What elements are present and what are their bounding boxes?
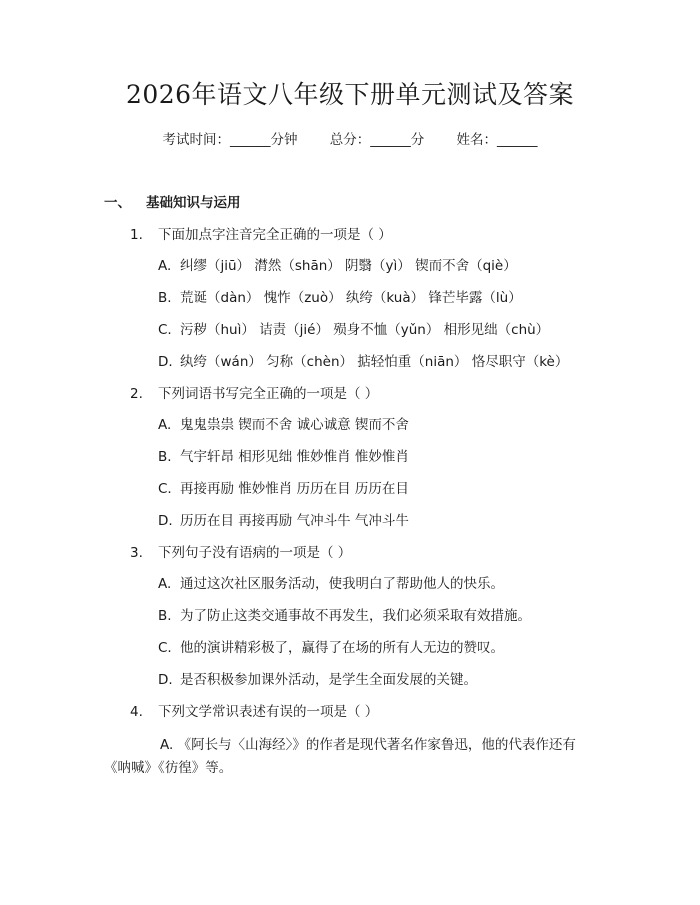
option-2a [158,415,409,435]
question-number: 4. [130,704,143,720]
page-title: 2026年语文八年级下册单元测试及答案 [125,80,575,109]
option-label: D. [158,672,173,688]
option-1c [158,320,549,340]
exam-score: 总分：______分 [329,132,425,148]
question-text: 下列词语书写完全正确的一项是（ ） [158,386,379,402]
exam-time: 考试时间：______分钟 [162,132,298,148]
option-1b [158,288,522,308]
option-text: 气宇轩昂 相形见绌 惟妙惟肖 惟妙惟肖 [180,449,409,465]
option-label: C. [158,322,172,338]
option-text: 他的演讲精彩极了，赢得了在场的所有人无边的赞叹。 [180,640,504,656]
option-1a [158,256,517,276]
exam-meta [0,130,700,150]
option-label: B. [158,608,172,624]
question-1 [130,225,392,245]
option-label: A. [158,576,172,592]
option-label: B. [158,290,172,306]
option-1d [158,352,568,372]
question-text: 下列文学常识表述有误的一项是（ ） [158,704,379,720]
option-4a: A. 《阿长与〈山海经〉》的作者是现代著名作家鲁迅，他的代表作还有《呐喊》《彷徨》等。 [104,737,576,776]
question-number: 1. [130,227,143,243]
option-label: D. [158,354,173,370]
section-heading [104,193,241,213]
option-label: C. [158,481,172,497]
option-label: B. [158,449,172,465]
option-text: 是否积极参加课外活动，是学生全面发展的关键。 [180,672,477,688]
option-text: 再接再励 惟妙惟肖 历历在目 历历在目 [180,481,409,497]
option-text: 纠缪（jiū） 潸然（shān） 阴翳（yì） 锲而不舍（qiè） [180,258,517,274]
section-title: 基础知识与运用 [146,195,241,211]
section-number: 一、 [104,195,131,211]
option-2b [158,447,409,467]
option-2d [158,511,409,531]
option-3c [158,638,504,658]
option-label: C. [158,640,172,656]
question-4 [130,702,378,722]
option-2c [158,479,409,499]
question-2 [130,384,378,404]
option-text: 为了防止这类交通事故不再发生，我们必须采取有效措施。 [180,608,531,624]
student-name: 姓名：______ [456,132,538,148]
option-3a [158,574,504,594]
question-text: 下面加点字注音完全正确的一项是（ ） [158,227,392,243]
option-3b [158,606,531,626]
option-text: 通过这次社区服务活动，使我明白了帮助他人的快乐。 [180,576,504,592]
option-text: 鬼鬼祟祟 锲而不舍 诚心诚意 锲而不舍 [180,417,409,433]
option-label: A. [158,258,172,274]
option-text: 纨绔（wán） 匀称（chèn） 掂轻怕重（niān） 恪尽职守（kè） [180,354,569,370]
option-text: 历历在目 再接再励 气冲斗牛 气冲斗牛 [180,513,409,529]
option-text: 污秽（huì） 诘责（jié） 殒身不恤（yǔn） 相形见绌（chù） [180,322,550,338]
question-number: 3. [130,545,143,561]
option-text: 荒诞（dàn） 愧怍（zuò） 纨绔（kuà） 锋芒毕露（lù） [180,290,522,306]
option-label: D. [158,513,173,529]
option-label: A. [158,417,172,433]
question-3 [130,543,351,563]
question-text: 下列句子没有语病的一项是（ ） [158,545,352,561]
option-3d [158,670,477,690]
question-number: 2. [130,386,143,402]
